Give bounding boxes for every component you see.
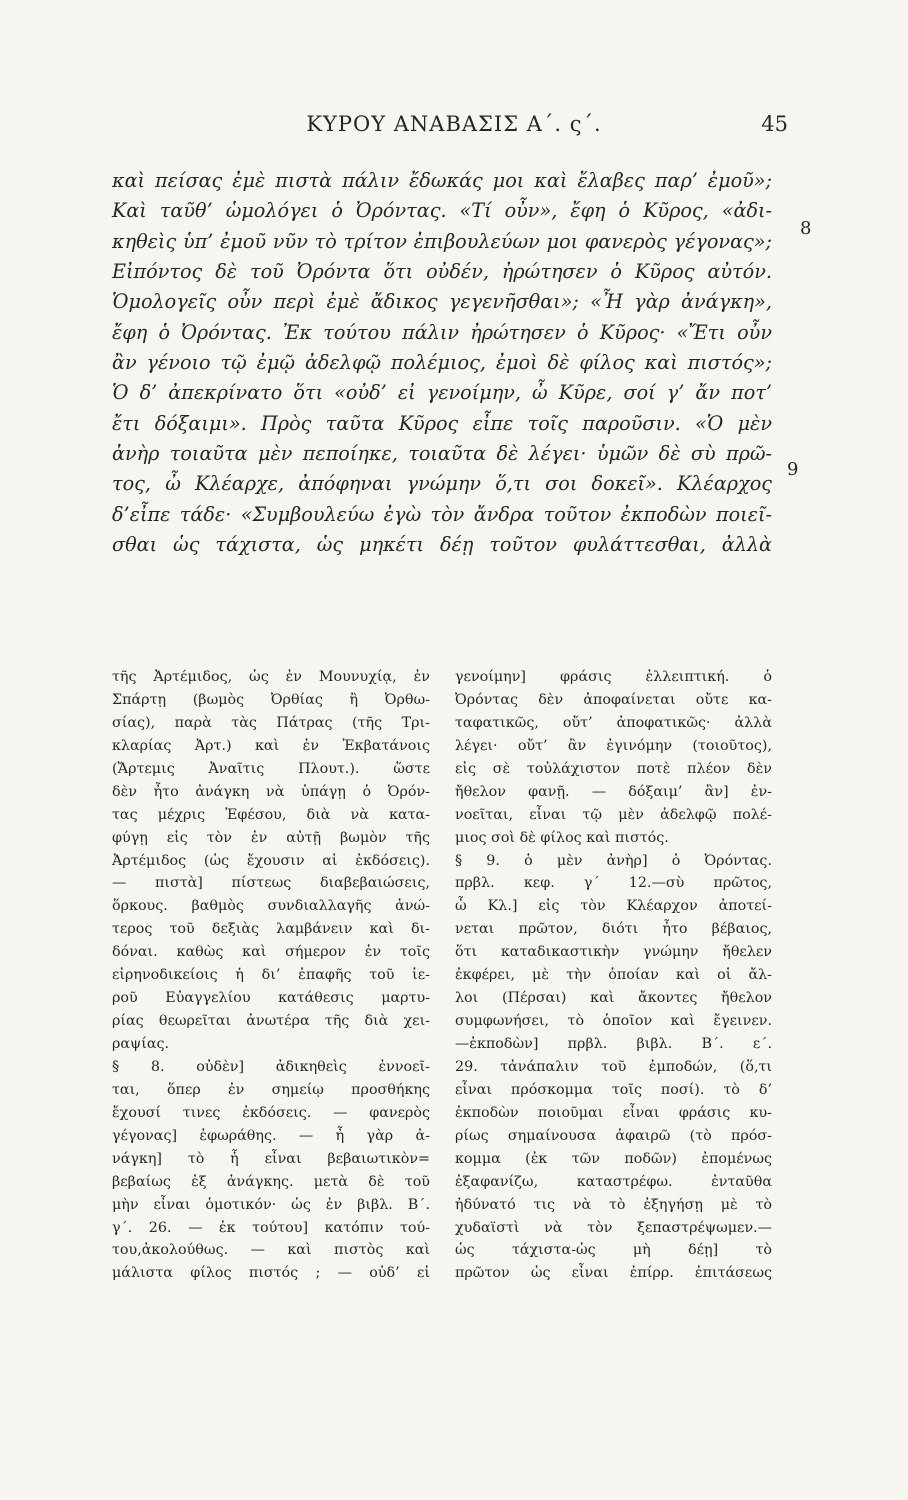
notes-left-column — [112, 666, 430, 1285]
note-line: δὲν ἦτο ἀνάγκη νὰ ὑπάγῃ ὁ Ὀρόν- — [112, 783, 430, 800]
text-line: ἔτι δόξαιμι». Πρὸς ταῦτα Κῦρος εἶπε τοῖς παροῦσιν. «Ὁ μὲν — [112, 411, 772, 435]
text-line: ἀνὴρ τοιαῦτα μὲν πεποίηκε, τοιαῦτα δὲ λέγει· ὑμῶν δὲ σὺ πρῶ- — [112, 442, 772, 466]
note-line: ται, ὅπερ ἐν σημείῳ προσθήκης — [112, 1081, 430, 1098]
page-number: 45 — [761, 112, 788, 136]
note-line: (Ἄρτεμις Ἀναῖτις Πλουτ.). ὥστε — [112, 760, 430, 777]
note-line: νάγκη] τὸ ἦ εἶναι βεβαιωτικὸν= — [112, 1150, 430, 1167]
note-line: γενοίμην] φράσις ἐλλειπτική. ὁ — [455, 669, 772, 685]
note-line: του,ἀκολούθως. — καὶ πιστὸς καὶ — [112, 1242, 430, 1259]
note-line: λοι (Πέρσαι) καὶ ἄκοντες ἤθελον — [455, 990, 772, 1007]
running-head — [0, 112, 908, 142]
note-line: ὡς τάχιστα-ὡς μὴ δέῃ] τὸ — [455, 1242, 772, 1259]
note-line: κομμα (ἐκ τῶν ποδῶν) ἐπομένως — [455, 1150, 772, 1167]
note-line: ὦ Κλ.] εἰς τὸν Κλέαρχον ἀποτεί- — [455, 898, 772, 915]
text-line: καὶ πείσας ἐμὲ πιστὰ πάλιν ἔδωκάς μοι καὶ ἔλαβες παρ’ ἐμοῦ»; — [112, 169, 772, 192]
note-line: ραψίας. — [112, 1036, 170, 1052]
note-line: πρῶτον ὡς εἶναι ἐπίρρ. ἐπιτάσεως — [455, 1265, 772, 1282]
note-line: τερος τοῦ δεξιὰς λαμβάνειν καὶ δι- — [112, 921, 430, 938]
note-line: εἰρηνοδικείοις ἡ δι’ ἐπαφῆς τοῦ ἱε- — [112, 967, 430, 984]
text-line: Ὁ δ’ ἀπεκρίνατο ὅτι «οὐδ’ εἰ γενοίμην, ὦ Κῦρε, σοί γ’ ἄν ποτ’ — [112, 381, 772, 405]
note-line: ἐξαφανίζω, καταστρέφω. ἐνταῦθα — [455, 1173, 772, 1190]
note-line: γ΄. 26. — ἐκ τούτου] κατόπιν τού- — [112, 1219, 430, 1236]
main-text — [112, 166, 772, 560]
note-line: νεται πρῶτον, διότι ἦτο βέβαιος, — [455, 921, 772, 938]
notes-right-column — [455, 666, 772, 1285]
text-line: τος, ὦ Κλέαρχε, ἀπόφηναι γνώμην ὅ,τι σοι δοκεῖ». Κλέαρχος — [112, 472, 772, 496]
note-line: ἔχουσί τινες ἐκδόσεις. — φανερὸς — [112, 1104, 430, 1121]
note-line: ὅτι καταδικαστικὴν γνώμην ἤθελεν — [455, 944, 772, 961]
note-line: ἐκποδὼν ποιοῦμαι εἶναι φράσις κυ- — [455, 1104, 772, 1121]
note-line: ἤθελον φανῇ. — δόξαιμ’ ἂν] ἐν- — [455, 783, 772, 800]
running-title: ΚΥΡΟΥ ΑΝΑΒΑΣΙΣ Α΄. ς΄. — [306, 112, 602, 136]
note-line: Ἀρτέμιδος (ὡς ἔχουσιν αἱ ἐκδόσεις). — [112, 852, 430, 869]
note-line: κλαρίας Ἀρτ.) καὶ ἐν Ἐκβατάνοις — [112, 737, 430, 754]
text-line: Καὶ ταῦθ’ ὡμολόγει ὁ Ὀρόντας. «Τί οὖν», ἔφη ὁ Κῦρος, «ἀδι- — [112, 199, 772, 223]
note-line: σίας), παρὰ τὰς Πάτρας (τῆς Τρι- — [112, 714, 430, 731]
commentary-notes — [112, 666, 772, 1466]
section-number-9: 9 — [787, 459, 799, 480]
note-line: δόναι. καθὼς καὶ σήμερον ἐν τοῖς — [112, 944, 430, 961]
section-number-8: 8 — [800, 218, 812, 239]
note-line: φύγῃ εἰς τὸν ἐν αὐτῇ βωμὸν τῆς — [112, 829, 430, 846]
text-line: Εἰπόντος δὲ τοῦ Ὀρόντα ὅτι οὐδέν, ἠρώτησεν ὁ Κῦρος αὐτόν. — [112, 260, 772, 284]
text-line: σθαι ὡς τάχιστα, ὡς μηκέτι δέῃ τοῦτον φυλάττεσθαι, ἀλλὰ — [112, 533, 772, 557]
note-line: § 9. ὁ μὲν ἀνὴρ] ὁ Ὀρόντας. — [455, 852, 772, 869]
text-line: Ὁμολογεῖς οὖν περὶ ἐμὲ ἄδικος γεγενῆσθαι»; «Ἦ γὰρ ἀνάγκη», — [112, 290, 772, 314]
note-line: ρίας θεωρεῖται ἀνωτέρα τῆς διὰ χει- — [112, 1013, 430, 1030]
note-line: ρίως σημαίνουσα ἀφαιρῶ (τὸ πρόσ- — [455, 1127, 772, 1144]
note-line: χυδαϊστὶ νὰ τὸν ξεπαστρέψωμεν.— — [455, 1219, 772, 1236]
note-line: εἶναι πρόσκομμα τοῖς ποσί). τὸ δ’ — [455, 1081, 772, 1098]
note-line: — πιστὰ] πίστεως διαβεβαιώσεις, — [112, 875, 430, 892]
text-line: δ’εἶπε τάδε· «Συμβουλεύω ἐγὼ τὸν ἄνδρα τοῦτον ἐκποδὼν ποιεῖ- — [112, 502, 772, 526]
note-line: λέγει· οὔτ’ ἂν ἐγινόμην (τοιοῦτος), — [455, 737, 772, 754]
note-line: 29. τἀνάπαλιν τοῦ ἐμποδών, (ὅ,τι — [455, 1058, 772, 1075]
note-line: νοεῖται, εἶναι τῷ μὲν ἀδελφῷ πολέ- — [455, 806, 772, 823]
note-line: μάλιστα φίλος πιστός ; — οὐδ’ εἰ — [112, 1265, 430, 1282]
note-line: Σπάρτῃ (βωμὸς Ὀρθίας ἢ Ὀρθω- — [112, 691, 430, 708]
note-line: μὴν εἶναι ὁμοτικόν· ὡς ἐν βιβλ. Β΄. — [112, 1196, 430, 1213]
note-line: βεβαίως ἐξ ἀνάγκης. μετὰ δὲ τοῦ — [112, 1173, 430, 1190]
note-line: τῆς Ἀρτέμιδος, ὡς ἐν Μουνυχίᾳ, ἐν — [112, 669, 430, 685]
note-line: § 8. οὐδὲν] ἀδικηθεὶς ἐννοεῖ- — [112, 1058, 430, 1075]
text-line: ἔφη ὁ Ὀρόντας. Ἐκ τούτου πάλιν ἠρώτησεν ὁ Κῦρος· «Ἔτι οὖν — [112, 320, 772, 344]
text-line: ἂν γένοιο τῷ ἐμῷ ἀδελφῷ πολέμιος, ἐμοὶ δὲ φίλος καὶ πιστός»; — [112, 351, 772, 375]
note-line: ἐκφέρει, μὲ τὴν ὁποίαν καὶ οἱ ἄλ- — [455, 967, 772, 984]
note-line: εἰς σὲ τοὐλάχιστον ποτὲ πλέον δὲν — [455, 760, 772, 777]
note-line: ἠδύνατό τις νὰ τὸ ἐξηγήσῃ μὲ τὸ — [455, 1196, 772, 1213]
note-line: μιος σοὶ δὲ φίλος καὶ πιστός. — [455, 829, 669, 846]
note-line: συμφωνήσει, τὸ ὁποῖον καὶ ἔγεινεν. — [455, 1013, 772, 1030]
note-line: ταφατικῶς, οὔτ’ ἀποφατικῶς· ἀλλὰ — [455, 714, 772, 731]
note-line: ὅρκους. βαθμὸς συνδιαλλαγῆς ἀνώ- — [112, 898, 430, 915]
note-line: ροῦ Εὐαγγελίου κατάθεσις μαρτυ- — [112, 990, 430, 1007]
text-line: κηθεὶς ὑπ’ ἐμοῦ νῦν τὸ τρίτον ἐπιβουλεύων μοι φανερὸς γέγονας»; — [112, 229, 772, 253]
note-line: —ἐκποδὼν] πρβλ. βιβλ. Β΄. ε΄. — [455, 1036, 772, 1052]
note-line: τας μέχρις Ἐφέσου, διὰ νὰ κατα- — [112, 806, 430, 823]
note-line: γέγονας] ἐφωράθης. — ἦ γὰρ ἀ- — [112, 1127, 430, 1144]
note-line: πρβλ. κεφ. γ΄ 12.—σὺ πρῶτος, — [455, 875, 772, 892]
note-line: Ὀρόντας δὲν ἀποφαίνεται οὔτε κα- — [455, 691, 772, 708]
